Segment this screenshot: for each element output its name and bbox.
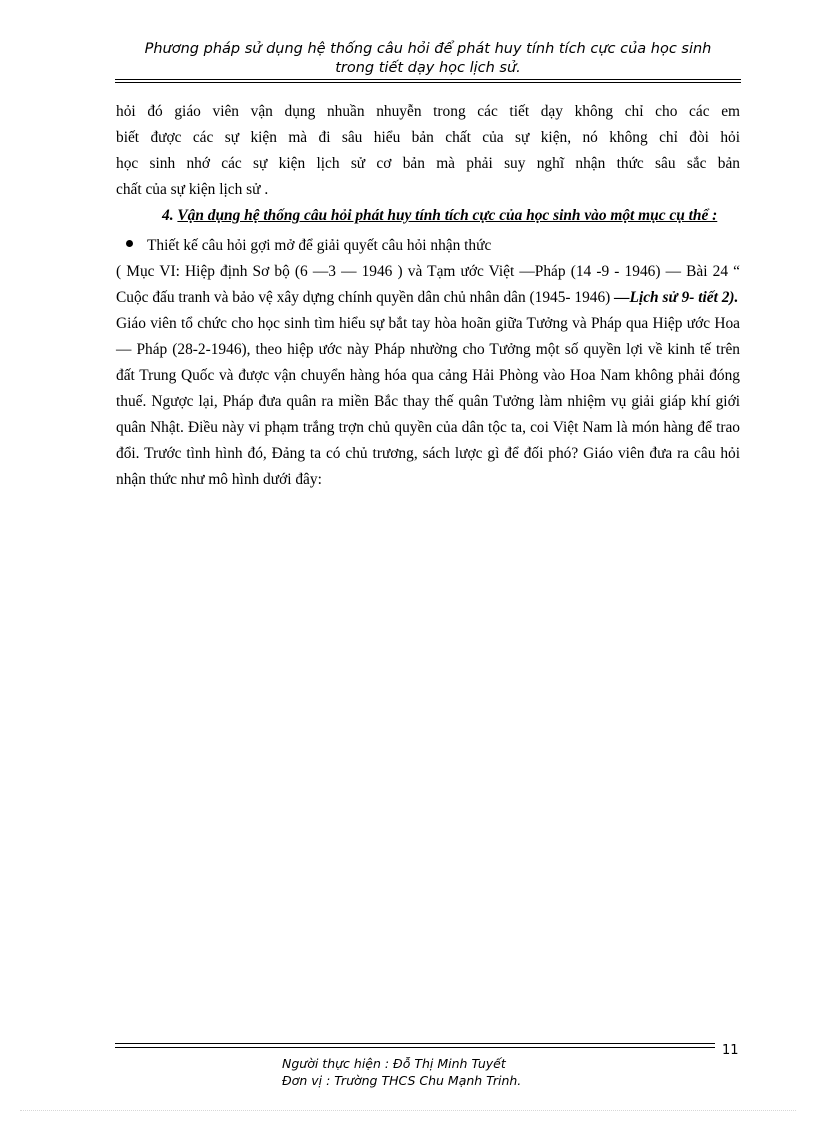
section-title: Vận dụng hệ thống câu hỏi phát huy tính tích cực của học sinh vào một mục cụ thể : [177,207,718,224]
page-footer [282,1055,582,1089]
footer-rule-top [115,1043,715,1044]
header-rule-bottom [115,82,741,83]
reference-bold: —Lịch sử 9- tiết 2). [614,289,739,306]
bullet-item [126,233,740,259]
bullet-dot-icon [126,240,133,247]
intro-line-4: chất của sự kiện lịch sử . [116,181,269,198]
header-rule-top [115,79,741,80]
page-bottom-divider [20,1110,796,1111]
page-number: 11 [722,1043,739,1058]
footer-rule-bottom [115,1047,715,1048]
section-number: 4. [162,207,174,224]
reference-plain: ( Mục VI: Hiệp định Sơ bộ (6 —3 — 1946 ) và Tạm ước Việt —Pháp (14 -9 - 1946) — Bài 24 “ Cuộc đấu tranh và bảo vệ xây dựng chính quyền dân chủ nhân dân (1945- 1946) [116,263,740,306]
main-paragraph: Giáo viên tổ chức cho học sinh tìm hiểu sự bắt tay hòa hoãn giữa Tưởng và Pháp qua Hiệp ước Hoa — Pháp (28-2-1946), theo hiệp ước này Pháp nhường cho Tưởng một số quyền lợi về kinh tế trên đất Trung Quốc và được vận chuyển hàng hóa qua cảng Hải Phòng vào Hoa Nam không phải đóng thuế. Ngược lại, Pháp đưa quân ra miền Bắc thay thế quân Tưởng làm nhiệm vụ giải giáp khí giới quân Nhật. Điều này vi phạm trắng trợn chủ quyền của dân tộc ta, coi Việt Nam là món hàng để trao đổi. Trước tình hình đó, Đảng ta có chủ trương, sách lược gì để đối phó? Giáo viên đưa ra câu hỏi nhận thức như mô hình dưới đây: [116,315,740,488]
document-body [116,99,740,493]
intro-line-2: biết được các sự kiện mà đi sâu hiểu bản chất của sự kiện, nó không chỉ đòi hỏi [116,129,740,146]
reference-text [116,259,740,311]
intro-line-1: hỏi đó giáo viên vận dụng nhuần nhuyễn trong các tiết dạy không chỉ cho các em [116,103,740,120]
footer-author: Người thực hiện : Đỗ Thị Minh Tuyết [282,1056,506,1071]
header-title-line1: Phương pháp sử dụng hệ thống câu hỏi để phát huy tính tích cực của học sinh [144,41,712,57]
section-heading [116,203,740,229]
header-title-line2: trong tiết dạy học lịch sử. [335,60,521,76]
page-header [115,40,741,78]
footer-unit: Đơn vị : Trường THCS Chu Mạnh Trinh. [282,1073,522,1088]
intro-line-3: học sinh nhớ các sự kiện lịch sử cơ bản mà phải suy nghĩ nhận thức sâu sắc bản [116,155,740,172]
bullet-text: Thiết kế câu hỏi gợi mở để giải quyết câu hỏi nhận thức [147,237,492,254]
